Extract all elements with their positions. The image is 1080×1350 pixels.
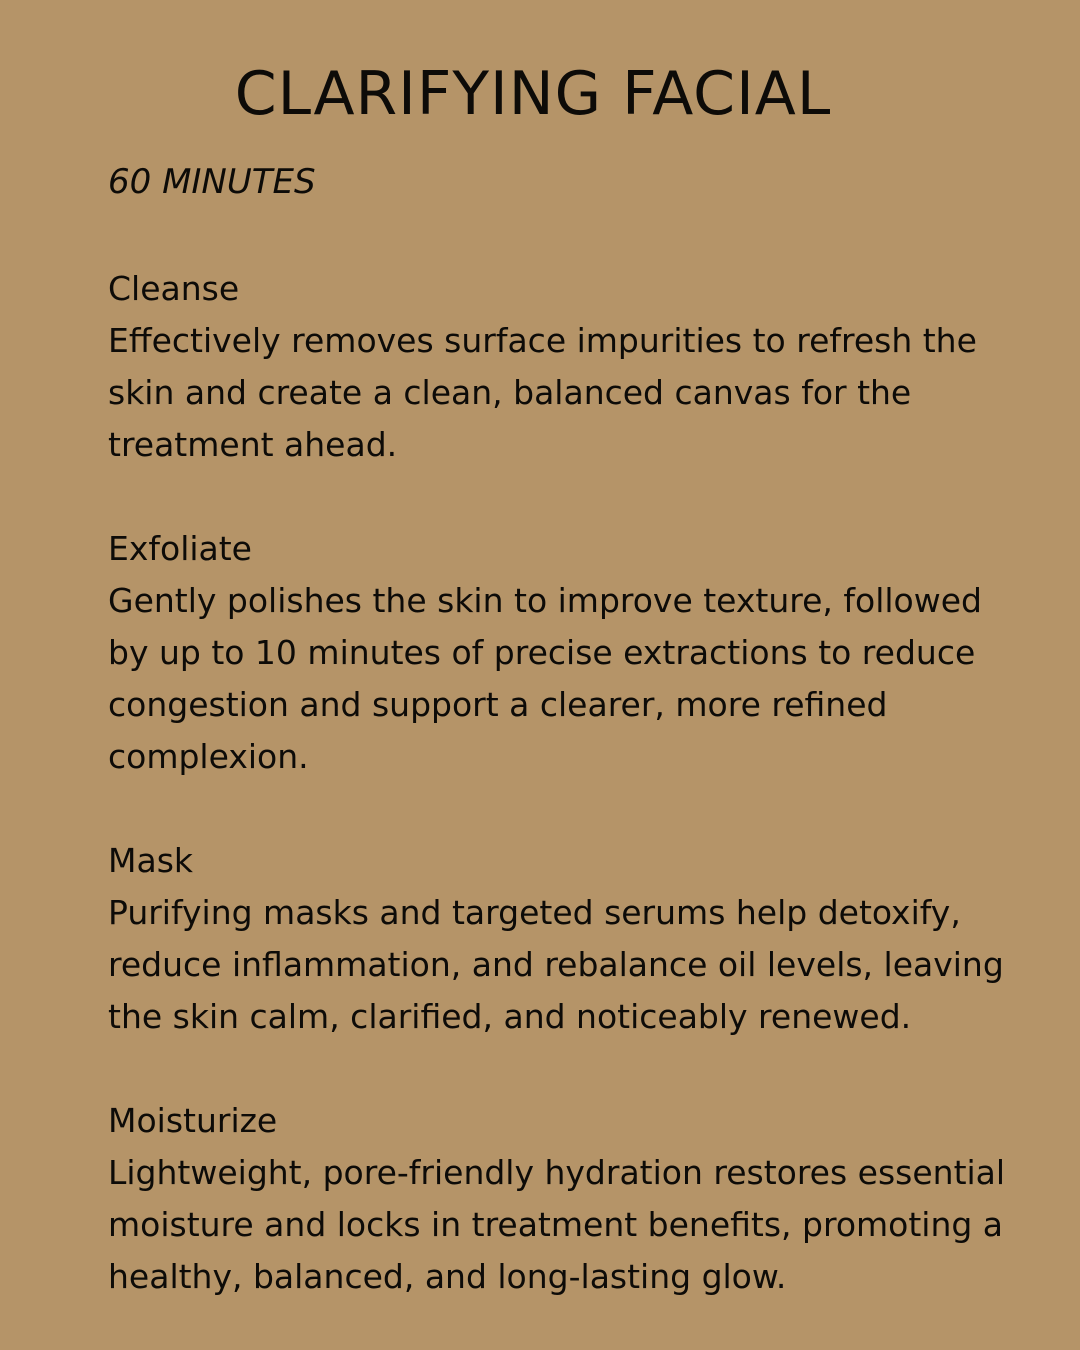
section-description: Effectively removes surface impurities to refresh the skin and create a clean, balanced canvas for the treatment ahead.	[108, 321, 977, 464]
section-exfoliate	[108, 523, 1008, 783]
section-description: Gently polishes the skin to improve texture, followed by up to 10 minutes of precise extractions to reduce congestion and support a clearer, more refined complexion.	[108, 581, 982, 776]
section-moisturize	[108, 1095, 1008, 1303]
duration-label: 60 MINUTES	[108, 162, 316, 202]
page-title: CLARIFYING FACIAL	[234, 59, 832, 129]
section-description: Purifying masks and targeted serums help detoxify, reduce inflammation, and rebalance oil levels, leaving the skin calm, clarified, and noticeably renewed.	[108, 893, 1004, 1036]
section-heading: Moisturize	[108, 1101, 278, 1140]
section-heading: Cleanse	[108, 269, 240, 308]
section-mask	[108, 835, 1008, 1043]
section-heading: Exfoliate	[108, 529, 252, 568]
section-description: Lightweight, pore-friendly hydration restores essential moisture and locks in treatment benefits, promoting a healthy, balanced, and long-lasting glow.	[108, 1153, 1006, 1296]
section-heading: Mask	[108, 841, 193, 880]
section-cleanse	[108, 263, 1008, 471]
